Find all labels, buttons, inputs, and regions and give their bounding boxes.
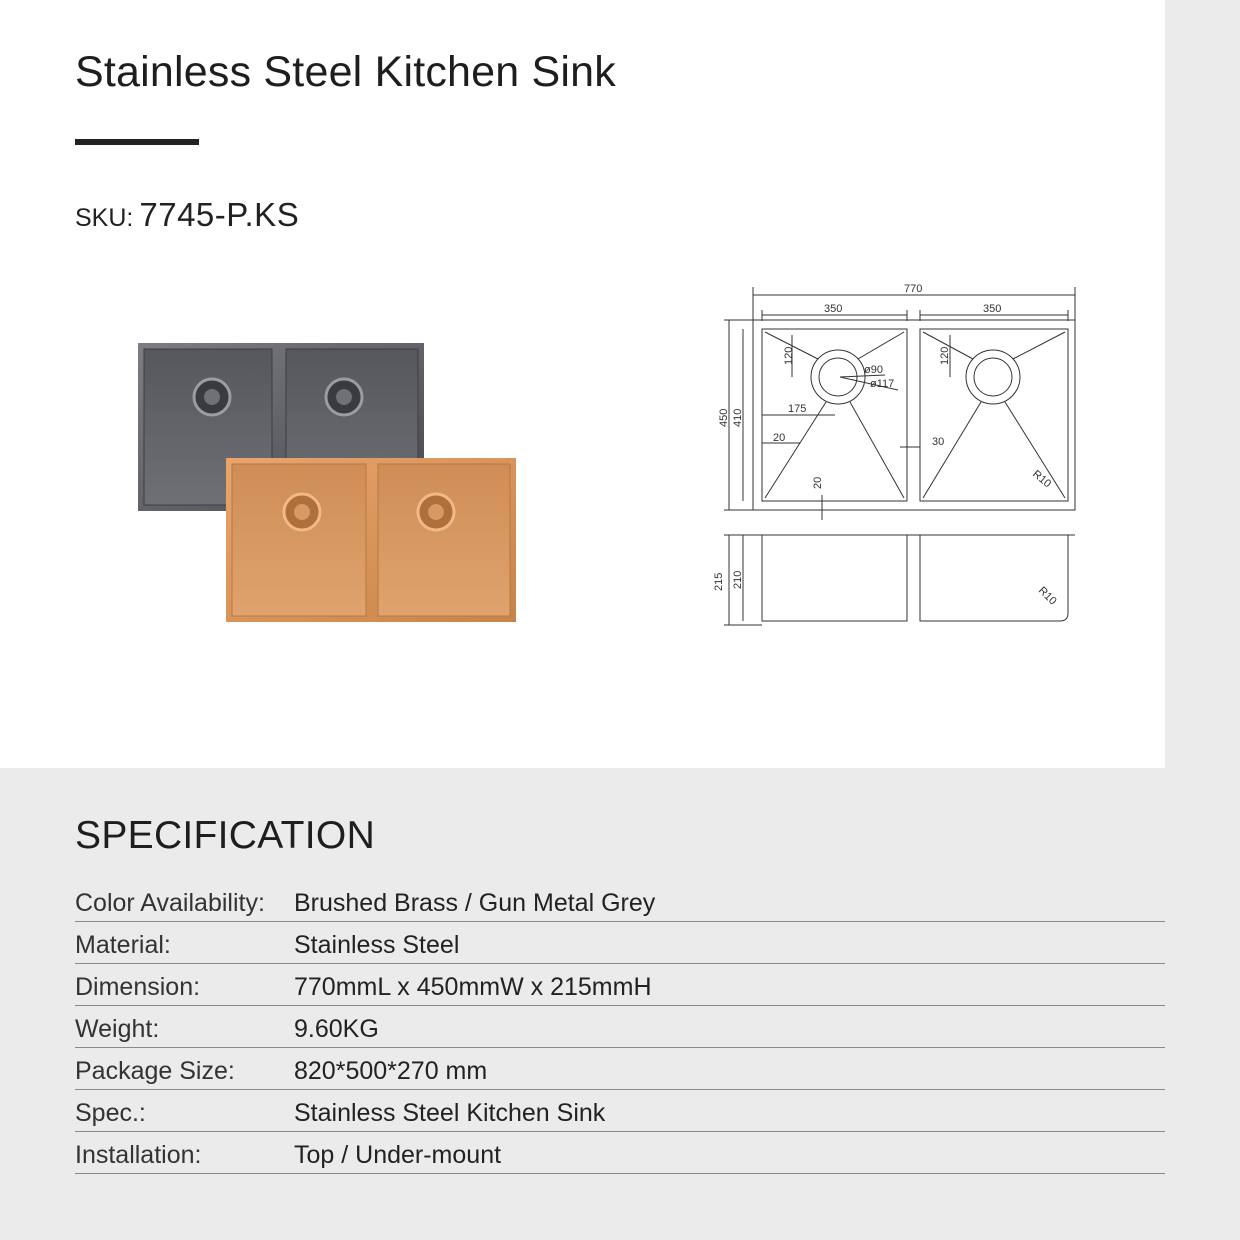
spec-row-material xyxy=(75,922,1165,964)
spec-row-spec xyxy=(75,1090,1165,1132)
spec-row-installation xyxy=(75,1132,1165,1174)
spec-label: Weight: xyxy=(75,1015,160,1043)
page-title: Stainless Steel Kitchen Sink xyxy=(75,48,617,96)
dim-divider: 30 xyxy=(932,436,945,448)
spec-label: Spec.: xyxy=(75,1099,146,1127)
dim-drain-center: 175 xyxy=(788,403,807,415)
dim-inner-depth: 210 xyxy=(732,570,744,589)
dim-bowl-left: 350 xyxy=(824,303,843,315)
dim-drain-offset-right: 120 xyxy=(939,346,951,365)
spec-row-dimension xyxy=(75,964,1165,1006)
title-underline xyxy=(75,139,199,145)
sku-line xyxy=(75,196,299,234)
dim-corner-radius-plan: R10 xyxy=(1030,468,1054,491)
spec-label: Color Availability: xyxy=(75,889,265,917)
dim-flange-diameter: ø117 xyxy=(870,378,895,390)
dim-rim-bottom: 20 xyxy=(812,476,824,489)
dim-overall-length: 770 xyxy=(904,283,923,295)
spec-label: Dimension: xyxy=(75,973,201,1001)
product-image xyxy=(130,335,530,635)
sku-label: SKU: xyxy=(75,204,134,232)
dim-overall-depth: 215 xyxy=(713,572,725,591)
spec-value: Stainless Steel Kitchen Sink xyxy=(294,1099,606,1127)
dim-overall-width: 450 xyxy=(718,408,730,427)
brass-sink xyxy=(226,458,516,622)
spec-label: Material: xyxy=(75,931,171,959)
spec-value: Top / Under-mount xyxy=(294,1141,502,1169)
spec-value: Stainless Steel xyxy=(294,931,460,959)
spec-table xyxy=(75,880,1165,1174)
spec-label: Installation: xyxy=(75,1141,202,1169)
dim-rim-left: 20 xyxy=(773,432,786,444)
dimension-drawing xyxy=(700,265,1100,640)
spec-value: 9.60KG xyxy=(294,1015,379,1043)
spec-label: Package Size: xyxy=(75,1057,235,1085)
dim-inner-width: 410 xyxy=(732,408,744,427)
spec-row-color xyxy=(75,880,1165,922)
sku-value: 7745-P.KS xyxy=(139,196,300,233)
dim-drain-diameter: ø90 xyxy=(864,364,883,376)
dim-bowl-right: 350 xyxy=(983,303,1002,315)
spec-row-package-size xyxy=(75,1048,1165,1090)
spec-value: Brushed Brass / Gun Metal Grey xyxy=(294,889,656,917)
spec-value: 820*500*270 mm xyxy=(294,1057,488,1085)
dim-corner-radius-side: R10 xyxy=(1035,584,1059,608)
spec-heading: SPECIFICATION xyxy=(75,814,376,857)
dim-drain-offset-left: 120 xyxy=(783,346,795,365)
spec-value: 770mmL x 450mmW x 215mmH xyxy=(294,973,652,1001)
spec-row-weight xyxy=(75,1006,1165,1048)
